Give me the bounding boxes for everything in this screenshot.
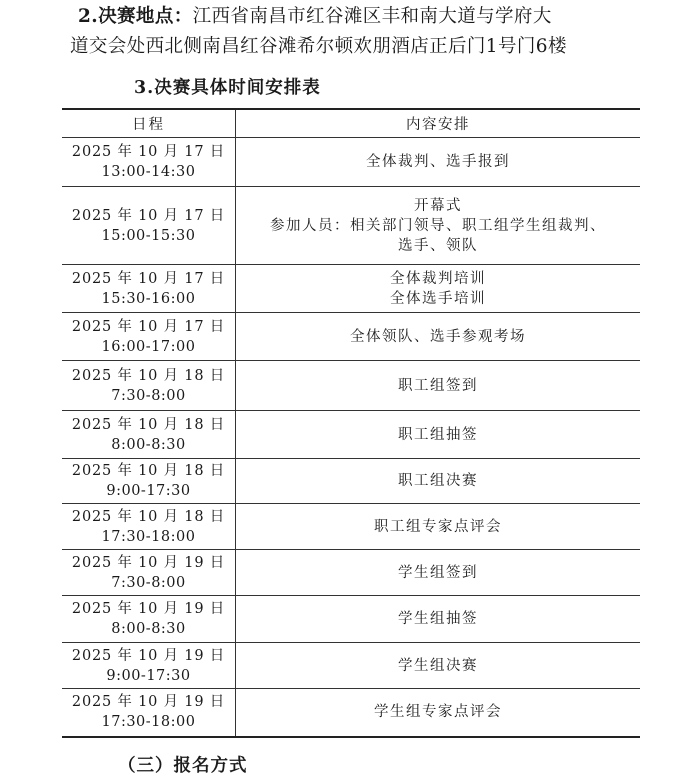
row-date: 2025 年 10 月 17 日 <box>71 318 226 335</box>
row-content: 参加人员：相关部门领导、职工组学生组裁判、 <box>270 217 606 234</box>
row-date: 2025 年 10 月 17 日 <box>71 270 226 287</box>
row-time: 17:30-18:00 <box>101 714 196 731</box>
header-content: 内容安排 <box>236 109 641 138</box>
row-content: 全体裁判培训 <box>390 270 486 287</box>
date-cell <box>62 313 236 361</box>
row-content: 职工组决赛 <box>398 473 478 489</box>
content-cell <box>236 265 641 313</box>
table-row <box>62 596 640 643</box>
table-row <box>62 689 640 737</box>
content-cell <box>236 596 641 643</box>
table-row <box>62 265 640 313</box>
content-cell <box>236 459 641 504</box>
row-content: 全体裁判、选手报到 <box>366 154 510 170</box>
row-content: 全体选手培训 <box>390 290 486 307</box>
row-time: 8:00-8:30 <box>111 621 186 637</box>
table-row <box>62 459 640 504</box>
row-date: 2025 年 10 月 17 日 <box>71 144 226 160</box>
row-date: 2025 年 10 月 18 日 <box>71 416 226 433</box>
content-cell <box>236 411 641 459</box>
date-cell <box>62 187 236 265</box>
date-cell <box>62 138 236 187</box>
row-date: 2025 年 10 月 19 日 <box>71 647 226 664</box>
table-row <box>62 504 640 550</box>
row-content: 开幕式 <box>414 197 462 214</box>
content-cell <box>236 313 641 361</box>
table-row <box>62 411 640 459</box>
row-date: 2025 年 10 月 18 日 <box>71 508 226 525</box>
table-row <box>62 550 640 596</box>
date-cell <box>62 643 236 689</box>
date-cell <box>62 411 236 459</box>
date-cell <box>62 689 236 737</box>
date-cell <box>62 504 236 550</box>
section-heading-registration: （三）报名方式 <box>118 756 248 776</box>
row-time: 16:00-17:00 <box>101 338 196 355</box>
row-date: 2025 年 10 月 18 日 <box>71 367 226 384</box>
content-cell <box>236 689 641 737</box>
row-time: 17:30-18:00 <box>101 528 196 545</box>
row-content: 学生组签到 <box>398 564 478 581</box>
row-content: 全体领队、选手参观考场 <box>350 328 526 345</box>
row-time: 13:00-14:30 <box>101 164 196 180</box>
date-cell <box>62 550 236 596</box>
row-content: 选手、领队 <box>398 237 478 254</box>
row-date: 2025 年 10 月 19 日 <box>71 694 226 711</box>
table-row <box>62 187 640 265</box>
schedule-table <box>62 108 640 738</box>
header-date: 日程 <box>62 109 236 138</box>
row-date: 2025 年 10 月 18 日 <box>71 463 226 479</box>
table-row <box>62 643 640 689</box>
row-time: 7:30-8:00 <box>111 574 186 591</box>
schedule-heading: 3.决赛具体时间安排表 <box>134 78 321 98</box>
date-cell <box>62 596 236 643</box>
row-time: 9:00-17:30 <box>106 483 191 499</box>
venue-paragraph <box>70 2 648 62</box>
content-cell <box>236 361 641 411</box>
content-cell <box>236 138 641 187</box>
row-time: 8:00-8:30 <box>111 436 186 453</box>
venue-text-line1: 江西省南昌市红谷滩区丰和南大道与学府大 <box>192 6 552 27</box>
row-time: 7:30-8:00 <box>111 387 186 404</box>
row-content: 学生组抽签 <box>398 611 478 627</box>
row-date: 2025 年 10 月 19 日 <box>71 554 226 571</box>
venue-text-line2: 道交会处西北侧南昌红谷滩希尔顿欢朋酒店正后门1号门6楼 <box>70 36 567 57</box>
content-cell <box>236 643 641 689</box>
row-content: 职工组抽签 <box>398 426 478 443</box>
date-cell <box>62 459 236 504</box>
venue-label: 2.决赛地点： <box>78 6 193 27</box>
row-content: 学生组决赛 <box>398 657 478 674</box>
row-date: 2025 年 10 月 19 日 <box>71 601 226 617</box>
date-cell <box>62 361 236 411</box>
row-time: 9:00-17:30 <box>106 667 191 684</box>
content-cell <box>236 550 641 596</box>
table-row <box>62 313 640 361</box>
content-cell <box>236 504 641 550</box>
row-content: 学生组专家点评会 <box>374 704 502 721</box>
content-cell <box>236 187 641 265</box>
table-header-row <box>62 109 640 138</box>
row-time: 15:00-15:30 <box>101 227 196 244</box>
row-time: 15:30-16:00 <box>101 290 196 307</box>
row-date: 2025 年 10 月 17 日 <box>71 207 226 224</box>
table-row <box>62 138 640 187</box>
date-cell <box>62 265 236 313</box>
row-content: 职工组签到 <box>398 377 478 394</box>
table-row <box>62 361 640 411</box>
row-content: 职工组专家点评会 <box>374 518 502 535</box>
